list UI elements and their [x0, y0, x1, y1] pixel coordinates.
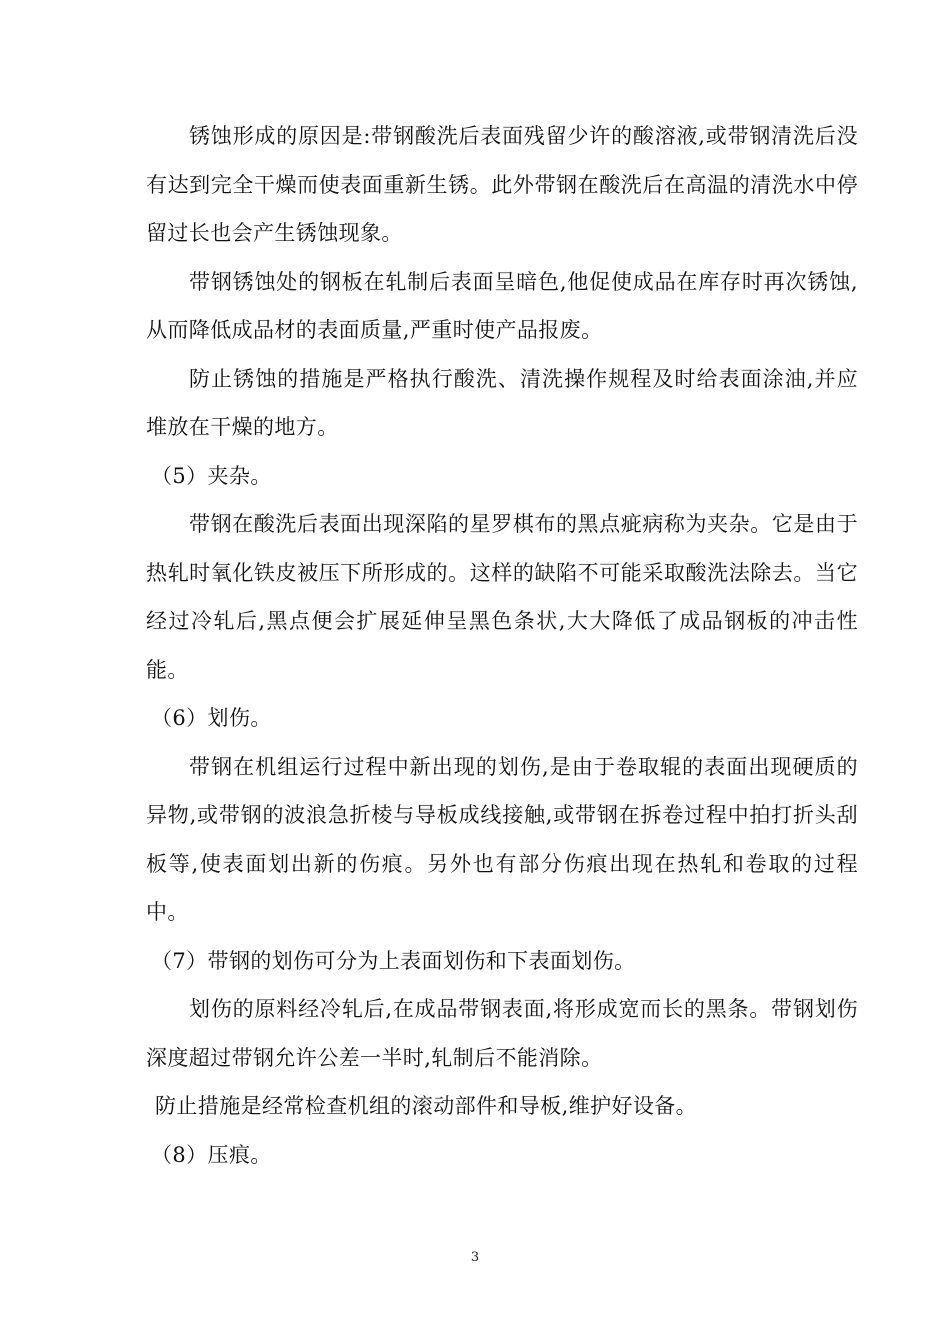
paragraph-rust-prevention: 防止锈蚀的措施是严格执行酸洗、清洗操作规程及时给表面涂油,并应堆放在干燥的地方。 [146, 366, 858, 439]
paragraph-scratch: 带钢在机组运行过程中新出现的划伤,是由于卷取辊的表面出现硬质的异物,或带钢的波浪急折棱与导板成线接触,或带钢在拆卷过程中拍打折头刮板等,使表面划出新的伤痕。另外也有部分伤痕出现在热轧和卷取的过程中。 [146, 754, 858, 924]
paragraph-inclusion: 带钢在酸洗后表面出现深陷的星罗棋布的黑点疵病称为夹杂。它是由于热轧时氧化铁皮被压下所形成的。这样的缺陷不可能采取酸洗法除去。当它经过冷轧后,黑点便会扩展延伸呈黑色条状,大大降低了成品钢板的冲击性能。 [146, 512, 858, 682]
paragraph-scratch-effect: 划伤的原料经冷轧后,在成品带钢表面,将形成宽而长的黑条。带钢划伤深度超过带钢允许公差一半时,轧制后不能消除。 [146, 997, 858, 1070]
section-heading-scratch-types: （7）带钢的划伤可分为上表面划伤和下表面划伤。 [151, 948, 636, 973]
paragraph-rust-effect: 带钢锈蚀处的钢板在轧制后表面呈暗色,他促使成品在库存时再次锈蚀,从而降低成品材的表面质量,严重时使产品报废。 [146, 269, 858, 342]
document-body [146, 112, 858, 1179]
paragraph-rust-cause: 锈蚀形成的原因是:带钢酸洗后表面残留少许的酸溶液,或带钢清洗后没有达到完全干燥而使表面重新生锈。此外带钢在酸洗后在高温的清洗水中停留过长也会产生锈蚀现象。 [146, 124, 858, 245]
section-heading-scratch: （6）划伤。 [151, 706, 272, 730]
page-number: 3 [470, 1250, 480, 1265]
section-heading-indentation: （8）压痕。 [151, 1142, 272, 1167]
section-heading-inclusion: （5）夹杂。 [151, 463, 272, 488]
paragraph-scratch-prevention: 防止措施是经常检查机组的滚动部件和导板,维护好设备。 [155, 1094, 698, 1118]
